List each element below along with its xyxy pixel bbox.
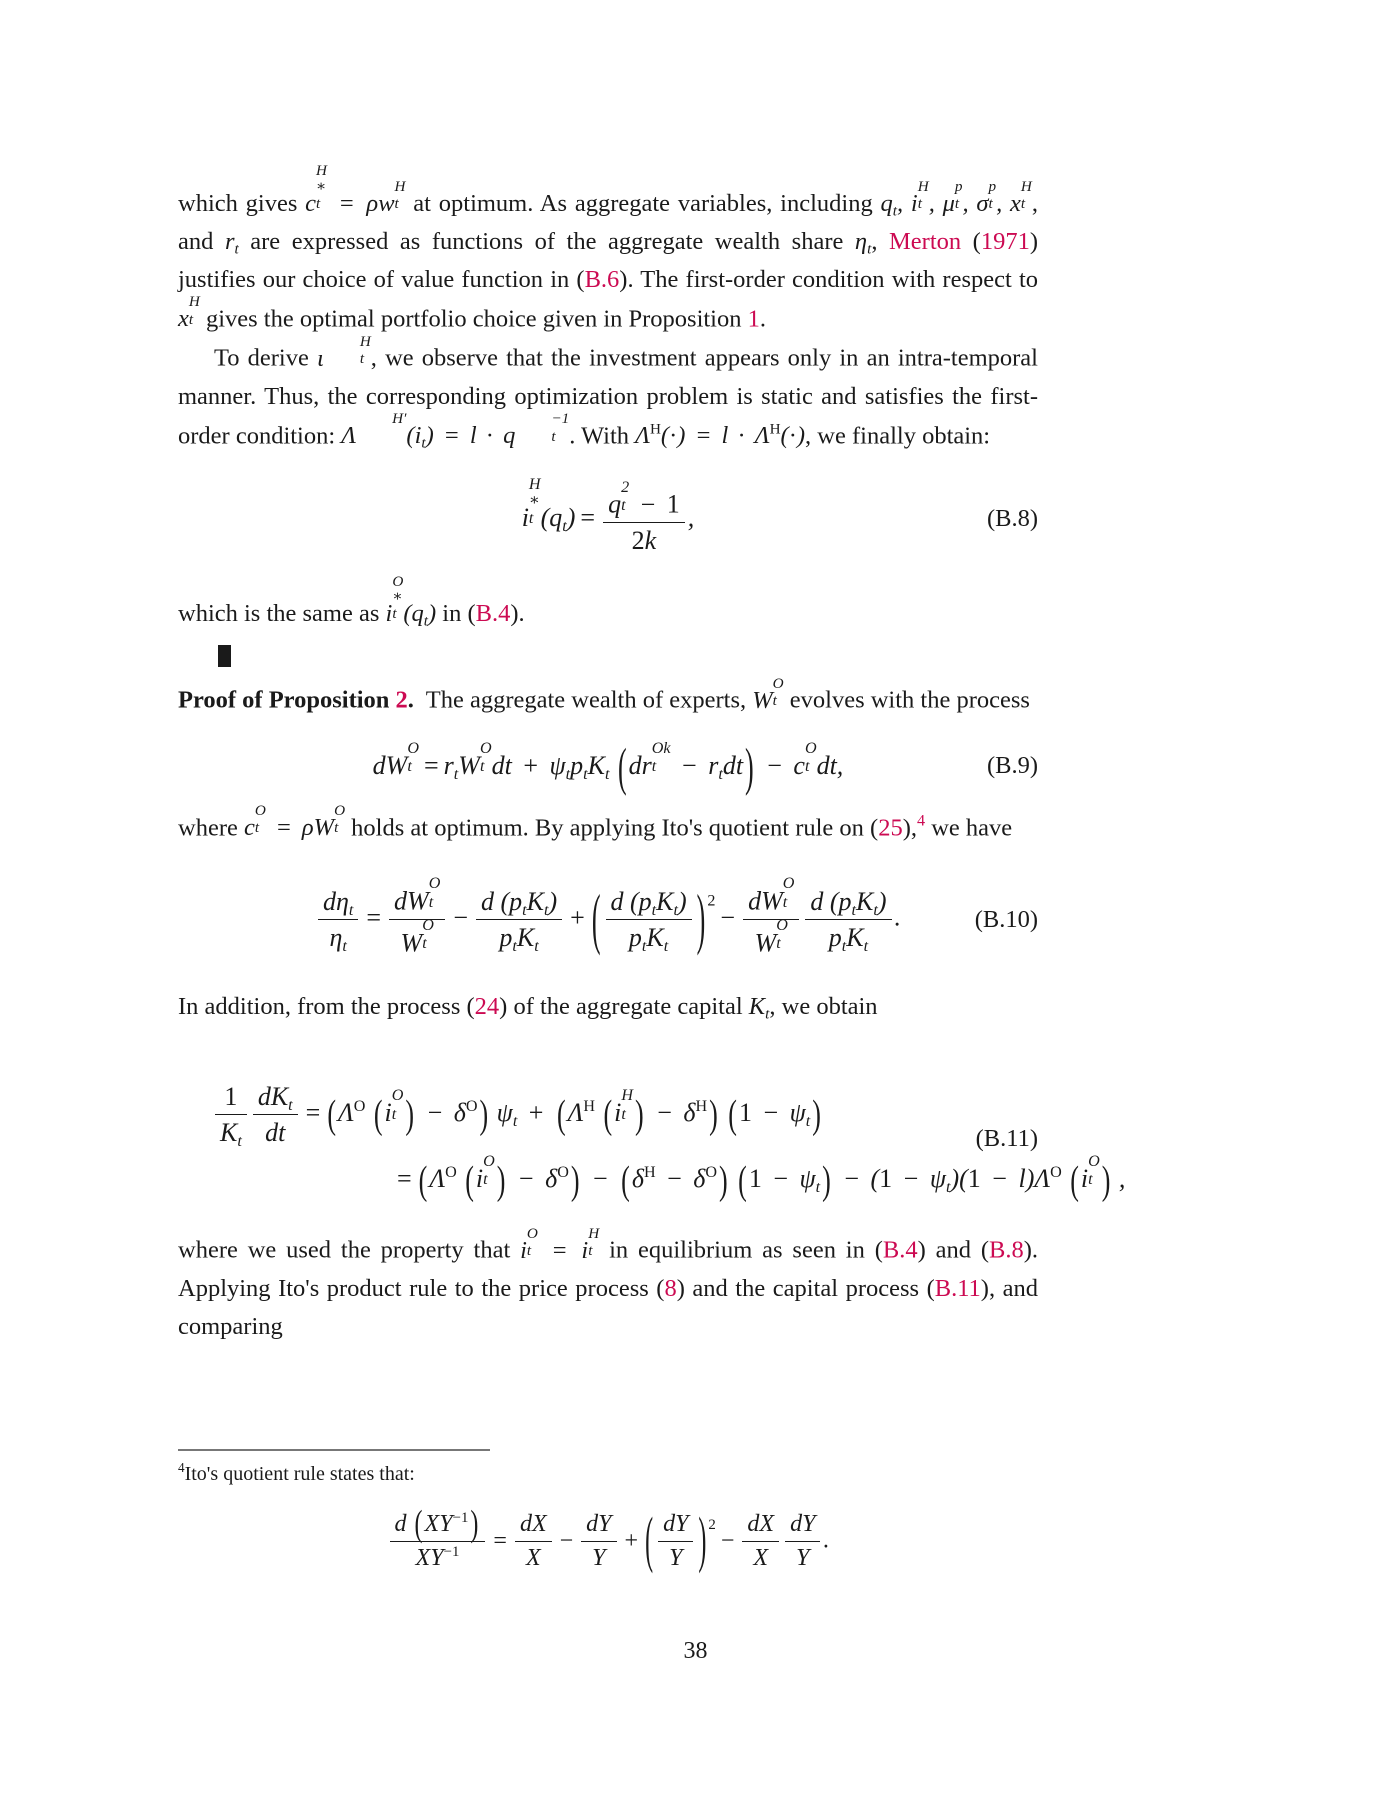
- equation-b9-body: dW O t = $r_tW$ O t dt + $\psi_tp_tK_t$ (dr Ok t − $r_tdt) - c$ O t dt,: [372, 737, 844, 797]
- p2-text-b: , we observe that the investment appears only in an intra-temporal manner. Thus, the corresponding optimization problem is static and satisfies the first-order condition:: [178, 344, 1038, 450]
- equation-tag-b11: (B.11): [975, 1125, 1038, 1153]
- equation-b8: [178, 475, 1038, 556]
- p1-text-c: , and: [178, 189, 1038, 255]
- ref-b4[interactable]: B.4: [475, 600, 511, 628]
- ref-b6[interactable]: B.6: [584, 265, 620, 293]
- p3-text-b: in (: [436, 600, 476, 628]
- math-iotaHt: ι H t: [317, 332, 371, 372]
- p6-text-b: ) of the aggregate capital: [499, 993, 749, 1021]
- page-body: [178, 162, 1126, 1346]
- p1-text-g: gives the optimal portfolio choice given in Proposition: [199, 305, 748, 333]
- proof-text-a: The aggregate wealth of experts,: [425, 686, 753, 714]
- p3-text-a: which is the same as: [178, 600, 386, 628]
- equation-tag-b9: (B.9): [986, 751, 1038, 779]
- p7-text-a: where we used the property that: [178, 1236, 521, 1264]
- p5-text-b: holds at optimum. By applying Ito's quotient rule on (: [345, 814, 879, 842]
- ref-eq-24[interactable]: 24: [474, 993, 500, 1021]
- paragraph-1: which gives c H ∗ t = ρw H t at optimum. As aggregate variables, including $q_t$, i H t , μ p t , σ p t , x H t , and $r_t$ are expressed as functions of the aggregate wealth share $\eta_t$, Merton (1971) justifies our choice of value function in (B.6). The first-order condition with respect to x H t gives the optimal portfolio choice given in Proposition 1.: [178, 162, 1039, 333]
- math-condition-rhs: $\Lambda^H(\cdot) = l \cdot \Lambda^H(\cdot)$: [635, 421, 806, 450]
- p1-text-f: ). The first-order condition with respect to: [619, 265, 1038, 293]
- p7-text-c: ) and (: [917, 1236, 989, 1264]
- equation-b11: [178, 1082, 1126, 1203]
- math-iOstar: i O ∗ t $(q_t)$: [385, 572, 437, 630]
- paragraph-7: [178, 1224, 1039, 1345]
- p2-text-a: To derive: [214, 344, 318, 372]
- p7-text-e: ) and the capital process (: [676, 1274, 935, 1302]
- p5-text-c: ),: [902, 814, 918, 842]
- ref-eq-25[interactable]: 25: [878, 814, 903, 842]
- ref-b8[interactable]: B.8: [989, 1236, 1024, 1264]
- math-xHt: x H t: [178, 293, 200, 333]
- qed-line: [178, 645, 1038, 672]
- p1-text-a: which gives: [178, 189, 306, 217]
- math-cOt: c O t = ρW O t: [243, 802, 346, 842]
- ref-eq-8[interactable]: 8: [664, 1274, 677, 1302]
- p5-text-a: where: [178, 814, 244, 842]
- equation-b11-line-1: $\frac{1}{K_t}$ $\frac{dK_t}{dt}$ = ($\Lambda^O$ (i O t ) − $\delta^O$) $\psi_t + (\Lambda^H$ (i H t ) − $\delta^H$) $(1 - \psi_t)$: [178, 1082, 1038, 1148]
- math-cHstar: c H ∗ t = ρw H t: [305, 162, 406, 217]
- p2-text-d: , we finally obtain:: [805, 422, 991, 450]
- paragraph-proof-2: [178, 674, 1038, 719]
- equation-b10: [178, 875, 1038, 958]
- math-Kt: $K_t$: [748, 993, 770, 1023]
- p7-text-f: ), and comparing: [178, 1274, 1038, 1340]
- math-rt: $r_t$: [224, 227, 239, 258]
- equation-b11-body: [178, 1082, 1126, 1203]
- citation-merton[interactable]: Merton: [889, 227, 962, 255]
- p1-text-h: .: [759, 305, 766, 333]
- proof-heading-dot: .: [407, 686, 414, 714]
- footnote-marker-4[interactable]: 4: [917, 812, 926, 830]
- p6-text-a: In addition, from the process (: [178, 993, 475, 1021]
- p7-text-b: in equilibrium as seen in (: [599, 1236, 883, 1264]
- p1-text-b: at optimum. As aggregate variables, including: [405, 189, 881, 217]
- ref-proposition-2[interactable]: 2: [395, 686, 408, 714]
- paragraph-2: [178, 332, 1038, 455]
- paragraph-6: [178, 988, 1038, 1026]
- math-etat: $\eta_t$: [854, 227, 872, 258]
- citation-year[interactable]: 1971: [980, 227, 1030, 255]
- equation-b8-body: i H ∗ t $(q_t)$ = q 2 t − 1 2k ,: [521, 475, 695, 556]
- p7-text-d: ). Applying Ito's product rule to the price process (: [178, 1236, 1039, 1302]
- p1-text-e: justifies our choice of value function in (: [178, 265, 585, 293]
- ref-b11[interactable]: B.11: [934, 1274, 981, 1302]
- fraction-b8: q 2 t − 1 2k: [603, 484, 685, 556]
- p2-text-c: . With: [569, 422, 636, 450]
- p5-text-d: we have: [925, 814, 1013, 842]
- paragraph-5: [178, 802, 1038, 847]
- equation-b11-line-2: = ($\Lambda^O$ (i O t ) − $\delta^O) - (\delta^H - \delta^O)$ $(1 - \psi_t) - (1 - \psi_t)(1 - l)\Lambda^O$ (i O t ) ,: [397, 1152, 1126, 1203]
- footnote-number: 4: [178, 1459, 185, 1475]
- qed-box-icon: [218, 645, 231, 667]
- footnote-separator: [178, 1449, 490, 1451]
- math-iO-eq-iH: i O t = i H t: [520, 1224, 600, 1264]
- footnote-equation: $\frac{d (XY^{-1})}{XY^{-1}}$ = $\frac{dX}{X}$ − $\frac{dY}{Y}$ + ( $\frac{dY}{Y}$ ) $^2$− $\frac{dX}{X}$ $\frac{dY}{Y}$ .: [178, 1511, 1038, 1573]
- math-varlist: $q_t$, i H t , μ p t , σ p t , x H t: [880, 177, 1032, 220]
- proof-heading: Proof of Proposition: [178, 686, 396, 714]
- equation-tag-b10: (B.10): [974, 905, 1038, 933]
- equation-tag-b8: (B.8): [986, 504, 1038, 532]
- math-condition-lhs: Λ H′ $(i_t) = l \cdot q$ −1 t: [341, 410, 570, 452]
- ref-proposition-1[interactable]: 1: [747, 305, 760, 333]
- p3-text-c: ).: [510, 600, 525, 628]
- p1-text-d: are expressed as functions of the aggregate wealth share: [238, 227, 855, 255]
- equation-b9: [178, 737, 1038, 797]
- math-WOt: W O t: [752, 674, 784, 714]
- proof-text-b: evolves with the process: [783, 686, 1030, 714]
- page-number: 38: [683, 1638, 708, 1664]
- paragraph-3: [178, 572, 1038, 633]
- footnote-text: Ito's quotient rule states that:: [184, 1463, 415, 1485]
- ref-b4-second[interactable]: B.4: [882, 1236, 918, 1264]
- equation-b10-body: $\frac{d\eta_t}{\eta_t}$ = dW O t W O t − $\frac{d (p_tK_t)}{p_tK_t}$ + ( $\frac{d (p_tK_t)}{p_tK_t}$ ) $^2$− dW O t W O t $\frac{d (p_tK_t)}{p_tK_t}$ .: [178, 881, 1038, 958]
- p6-text-c: , we obtain: [769, 993, 878, 1021]
- footnote-4: [178, 1459, 1038, 1576]
